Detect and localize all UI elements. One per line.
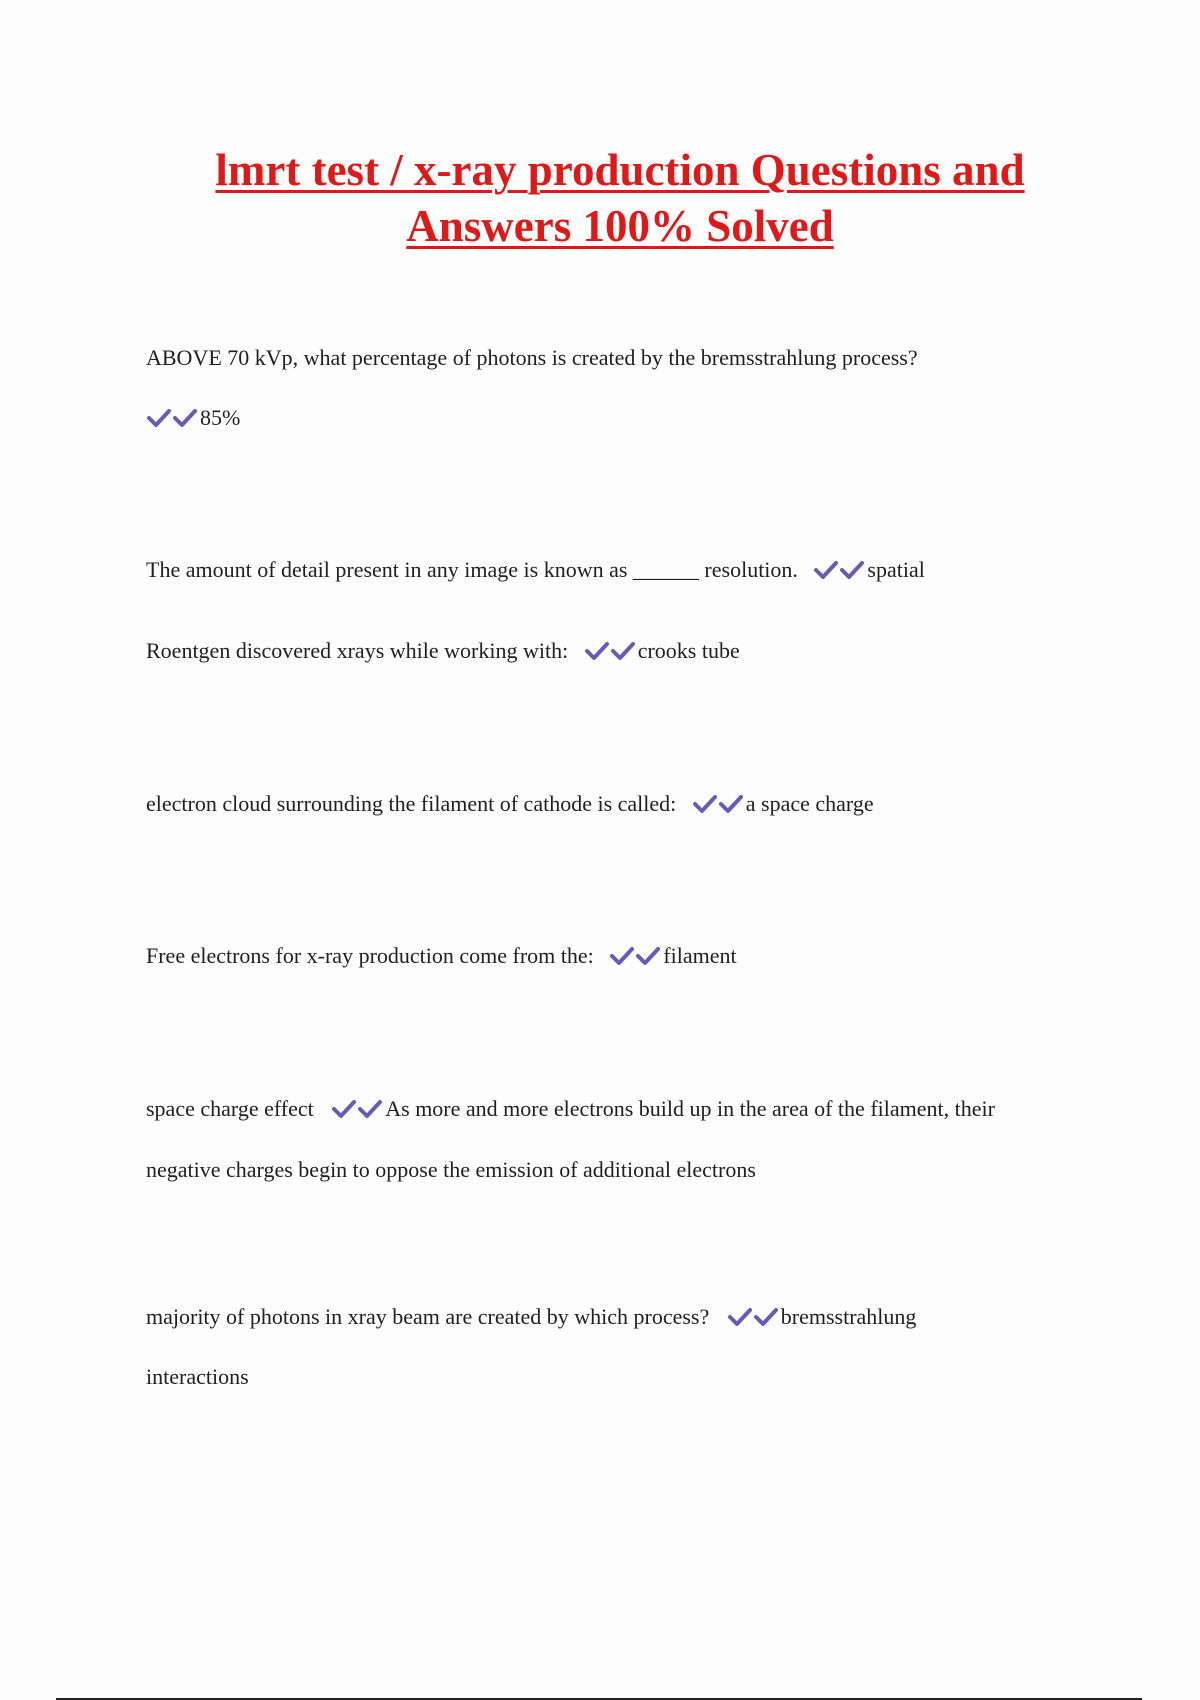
double-check-icon — [813, 555, 865, 585]
answer-text: crooks tube — [637, 638, 740, 663]
question-5 — [146, 941, 737, 971]
check-icon — [584, 640, 610, 662]
double-check-icon — [146, 403, 198, 433]
question-6 — [146, 1094, 995, 1124]
document-title — [0, 142, 1200, 254]
title-line-2: Answers 100% Solved — [406, 201, 834, 251]
check-icon — [813, 559, 839, 581]
question-text: majority of photons in xray beam are created by which process? — [146, 1304, 710, 1329]
answer-text: filament — [663, 943, 737, 968]
double-check-icon — [331, 1094, 383, 1124]
question-1 — [146, 343, 918, 373]
double-check-icon — [727, 1302, 779, 1332]
check-icon — [839, 559, 865, 581]
question-2 — [146, 555, 925, 585]
check-icon — [146, 407, 172, 429]
check-icon — [609, 945, 635, 967]
answer-text-continued: negative charges begin to oppose the emission of additional electrons — [146, 1157, 756, 1182]
question-text: The amount of detail present in any image is known as ______ resolution. — [146, 557, 798, 582]
answer-text: bremsstrahlung — [780, 1304, 917, 1329]
answer-text-continued: interactions — [146, 1364, 249, 1389]
question-text: electron cloud surrounding the filament of cathode is called: — [146, 791, 677, 816]
check-icon — [718, 793, 744, 815]
double-check-icon — [609, 941, 661, 971]
answer-text: As more and more electrons build up in the area of the filament, their — [385, 1096, 995, 1121]
question-text: space charge effect — [146, 1096, 314, 1121]
answer-7-continuation — [146, 1362, 249, 1392]
check-icon — [692, 793, 718, 815]
question-7 — [146, 1302, 916, 1332]
answer-text: spatial — [867, 557, 925, 582]
check-icon — [727, 1306, 753, 1328]
check-icon — [331, 1098, 357, 1120]
question-text: Roentgen discovered xrays while working with: — [146, 638, 569, 663]
question-3 — [146, 636, 740, 666]
question-text: Free electrons for x-ray production come from the: — [146, 943, 594, 968]
double-check-icon — [692, 789, 744, 819]
question-4 — [146, 789, 874, 819]
answer-1 — [146, 403, 240, 433]
check-icon — [610, 640, 636, 662]
answer-text: 85% — [200, 405, 241, 430]
check-icon — [635, 945, 661, 967]
answer-text: a space charge — [745, 791, 874, 816]
question-text: ABOVE 70 kVp, what percentage of photons is created by the bremsstrahlung process? — [146, 345, 918, 370]
double-check-icon — [584, 636, 636, 666]
answer-6-continuation — [146, 1155, 756, 1185]
check-icon — [357, 1098, 383, 1120]
check-icon — [753, 1306, 779, 1328]
title-line-1: lmrt test / x-ray production Questions and — [215, 145, 1025, 195]
check-icon — [172, 407, 198, 429]
